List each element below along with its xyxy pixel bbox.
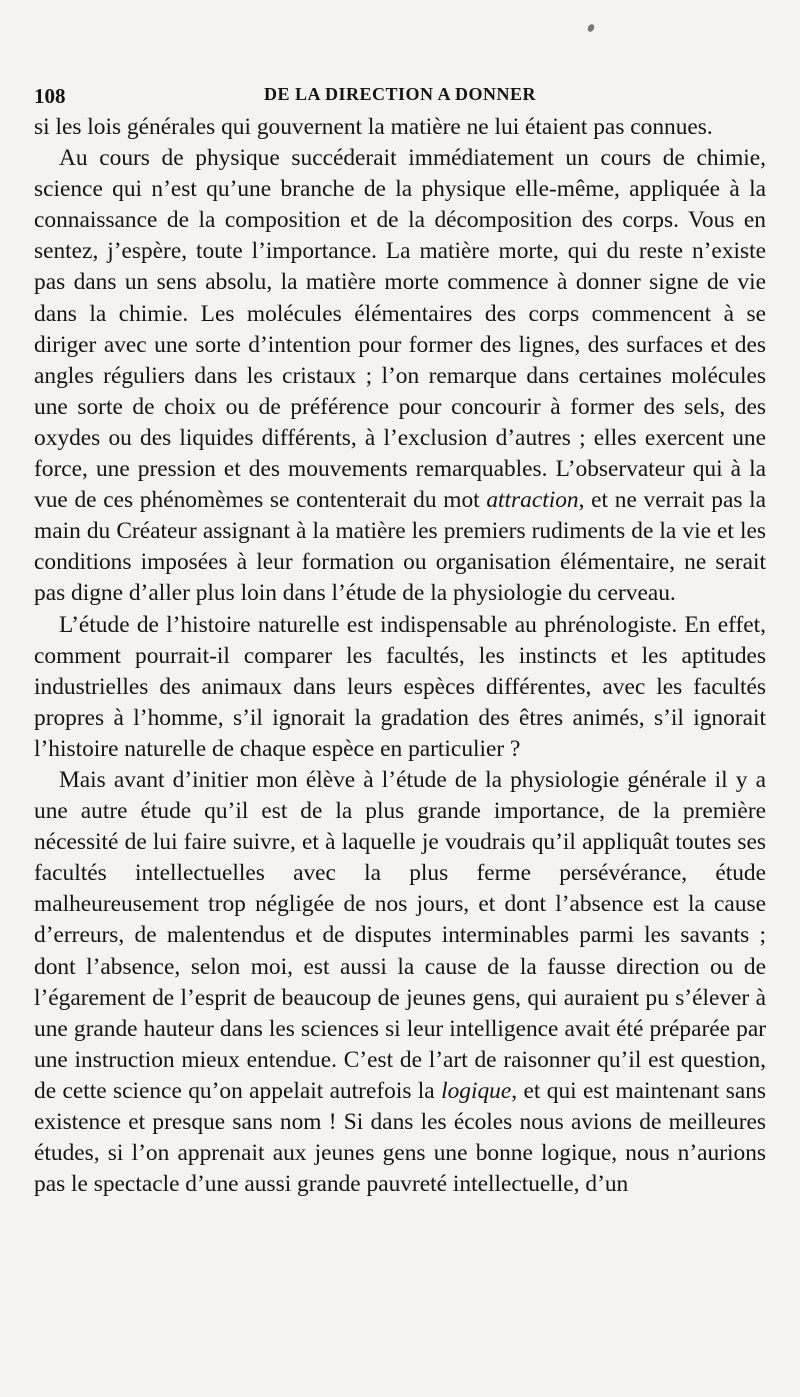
running-title: DE LA DIRECTION A DONNER [263, 84, 537, 104]
paragraph-text: , et ne verrait pas la main du Créateur assignant à la matière les premiers rudiments de la vie et les conditions imposées à leur formation ou organisation élémentaire, ne serait pas digne d’aller plus loin dans l’étude de la physiologie du cerveau. [34, 487, 767, 607]
paragraph-text: si les lois générales qui gouvernent la matière ne lui étaient pas connues. [34, 114, 713, 140]
paragraph-natural-history [34, 610, 766, 765]
page-number: 108 [34, 84, 66, 108]
body-text [34, 112, 766, 1200]
italic-term: logique [441, 1077, 512, 1104]
ink-speck [586, 23, 595, 33]
italic-term: attraction [486, 487, 579, 514]
paragraph-text: , et qui est maintenant sans existence et presque sans nom ! Si dans les écoles nous avions de meilleures études, si l’on apprenait aux jeunes gens une bonne logique, nous n’aurions pas le spectacle d’une aussi grande pauvreté intellectuelle, d’un [34, 1077, 766, 1198]
page-header [34, 78, 766, 112]
paragraph-logic [34, 765, 766, 1200]
paragraph-text: Mais avant d’initier mon élève à l’étude de la physiologie générale il y a une autre étude qu’il est de la plus grande importance, de la première nécessité de lui faire suivre, et à laquelle je voudrais qu’il appliquât toutes ses facultés intellectuelles avec la plus ferme persévérance, étude malheureusement trop négligée de nos jours, et dont l’absence est la cause d’erreurs, de malentendus et de disputes interminables parmi les savants ; dont l’absence, selon moi, est aussi la cause de la fausse direction ou de l’égarement de l’esprit de beaucoup de jeunes gens, qui auraient pu s’élever à une grande hauteur dans les sciences si leur intelligence avait été préparée par une instruction mieux entendue. C’est de l’art de raisonner qu’il est question, de cette science qu’on appelait autrefois la [34, 766, 766, 1104]
paragraph-chemistry [34, 143, 766, 609]
paragraph-continued [34, 112, 766, 143]
paragraph-text: L’étude de l’histoire naturelle est indispensable au phrénologiste. En effet, comment pourrait-il comparer les facultés, les instincts et les aptitudes industrielles des animaux dans leurs espèces différentes, avec les facultés propres à l’homme, s’il ignorait la gradation des êtres animés, s’il ignorait l’histoire naturelle de chaque espèce en particulier ? [34, 611, 766, 762]
paragraph-text: Au cours de physique succéderait immédiatement un cours de chimie, science qui n’est qu’une branche de la physique elle-même, appliquée à la connaissance de la composition et de la décomposition des corps. Vous en sentez, j’espère, toute l’importance. La matière morte, qui du reste n’existe pas dans un sens absolu, la matière morte commence à donner signe de vie dans la chimie. Les molécules élémentaires des corps commencent à se diriger avec une sorte d’intention pour former des lignes, des surfaces et des angles réguliers dans les cristaux ; l’on remarque dans certaines molécules une sorte de choix ou de préférence pour concourir à former des sels, des oxydes ou des liquides différents, à l’exclusion d’autres ; elles exercent une force, une pression et des mouvements remarquables. L’observateur qui à la vue de ces phénomèmes se contenterait du mot [34, 145, 766, 514]
